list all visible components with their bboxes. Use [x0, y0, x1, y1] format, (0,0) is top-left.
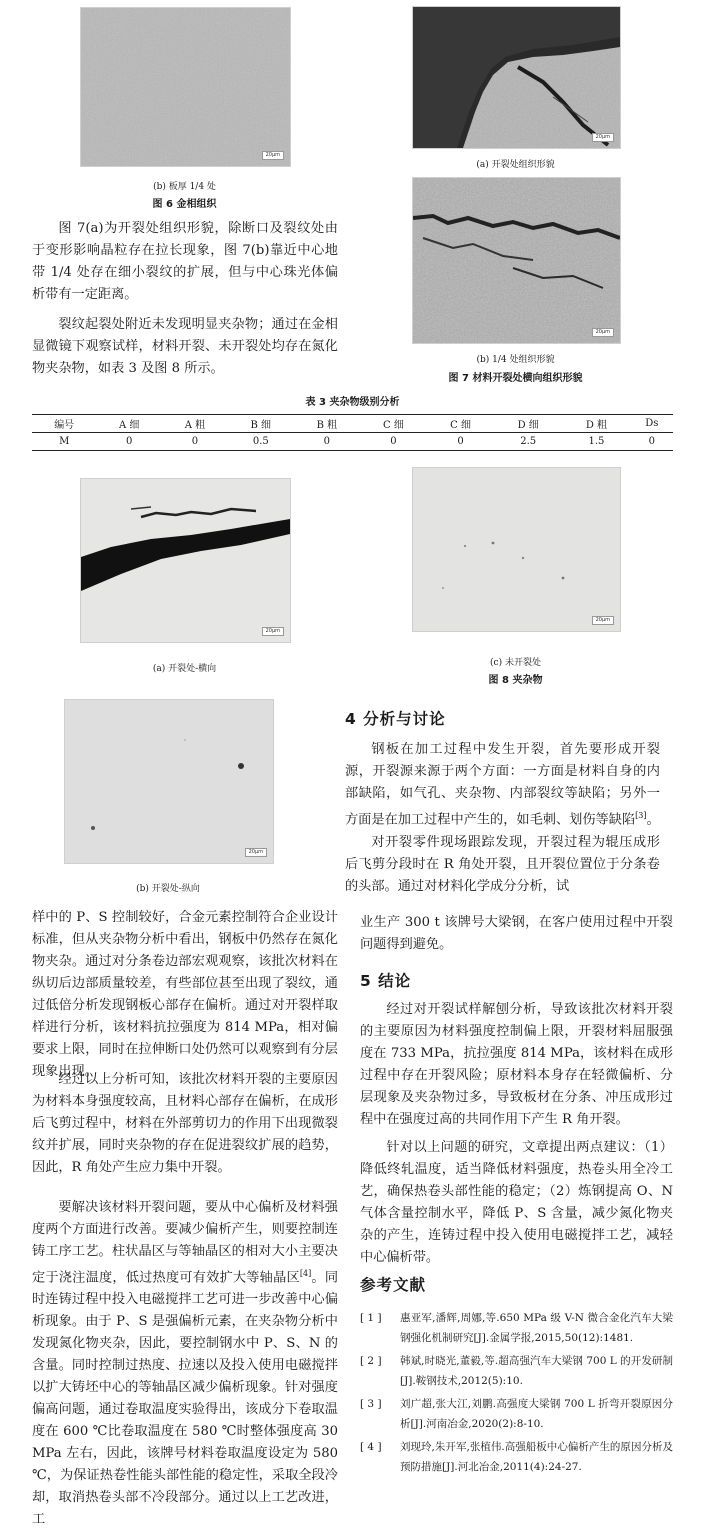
table-cell: 0: [390, 436, 397, 447]
paragraph-section4-field-tracking: 对开裂零件现场跟踪发现，开裂过程为辊压成形后飞剪分段时在 R 角处开裂，且开裂位置位于分条卷的头部。通过对材料化学成分分析，试: [345, 835, 660, 894]
paragraph-analysis-summary: 经过以上分析可知，该批次材料开裂的主要原因为材料本身强度较高，且材料心部存在偏析，在成形后飞剪过程中，材料在外部剪切力的作用下出现微裂纹并扩展，同时夹杂物的存在促进裂纹扩展的趋势，因此，R 角处产生应力集中开裂。: [32, 1072, 338, 1175]
table3-title: 表 3 夹杂物级别分析: [305, 397, 400, 408]
fig7b-micrograph: [412, 177, 621, 344]
fig8c-micrograph: [412, 467, 621, 632]
table-cell: 0: [323, 436, 331, 447]
reference-text: 刘现玲,朱开军,张植伟.高强船板中心偏析产生的原因分析及预防措施[J].河北冶金,2011(4):24-27.: [400, 1441, 673, 1473]
inclusion-table: [32, 414, 673, 451]
references-heading: 参考文献: [360, 1276, 427, 1294]
paragraph-recommendations: 针对以上问题的研究，文章提出两点建议：（1）降低终轧温度，适当降低材料强度，热卷头用全冷工艺，确保热卷头部性能的稳定；（2）炼钢提高 O、N 气体含量控制水平，降低 P、S 含量，减少氮化物夹杂的产生，连铸过程中投入使用电磁搅拌工艺，减轻中心偏析带。: [360, 1140, 673, 1265]
fig8b-micrograph: [64, 699, 274, 864]
fig7-subcaption-b: (b) 1/4 处组织形貌: [476, 355, 555, 365]
table-cell: 0: [126, 436, 133, 447]
reference-text: 刘广超,张大江,刘鹏.高强度大梁钢 700 L 折弯开裂原因分析[J].河南冶金,2020(2):8-10.: [400, 1398, 673, 1430]
reference-number: [ 3 ]: [360, 1398, 382, 1410]
table-header-cell: C 细: [450, 420, 471, 431]
table-cell: 0: [457, 436, 464, 447]
scale-bar: 20μm: [262, 151, 284, 160]
table-header-cell: B 粗: [316, 420, 338, 431]
reference-item: [360, 1394, 673, 1434]
fig8-caption: 图 8 夹杂物: [488, 675, 543, 686]
reference-number: [ 2 ]: [360, 1355, 382, 1367]
paragraph-section4-defects: [345, 739, 660, 831]
fig6-micrograph: [80, 7, 291, 167]
reference-number: [ 1 ]: [360, 1312, 382, 1324]
reference-item: [360, 1308, 673, 1348]
table-header-cell: 编号: [54, 420, 75, 431]
reference-text: 韩斌,时晓光,董毅,等.超高强汽车大梁钢 700 L 的开发研制[J].鞍钢技术,2012(5):10.: [400, 1355, 673, 1387]
table-row: [32, 433, 673, 451]
scale-bar: 20μm: [592, 133, 614, 142]
fig8a-micrograph: [80, 478, 291, 643]
fig7-subcaption-a: (a) 开裂处组织形貌: [476, 160, 555, 170]
table-header-cell: D 细: [517, 420, 539, 431]
table-cell: 0: [191, 436, 199, 447]
fig8-subcaption-a: (a) 开裂处-横向: [152, 664, 217, 674]
fig8-subcaption-b: (b) 开裂处-纵向: [136, 884, 200, 894]
table-header-cell: B 细: [250, 420, 272, 431]
fig7-caption: 图 7 材料开裂处横向组织形貌: [448, 373, 583, 384]
table-cell: 0.5: [252, 436, 269, 447]
scale-bar: 20μm: [245, 848, 267, 857]
paragraph-analysis-continued: 样中的 P、S 控制较好，合金元素控制符合企业设计标准，但从夹杂物分析中看出，钢板中仍然存在氮化物夹杂。通过对分条卷边部宏观观察，该批次材料在纵切后边部质量较差，有些部位甚至出现了裂纹，通过低倍分析发现钢板心部存在偏析。通过对开裂样取样进行分析，该材料抗拉强度为 814 MPa，相对偏要求上限，同时在拉伸断口处仍然可以观察到有分层现象出现。: [32, 910, 338, 1079]
table-cell: 2.5: [520, 436, 537, 447]
fig6-subcaption-b: (b) 板厚 1/4 处: [153, 182, 216, 192]
section4-heading: 4 分析与讨论: [345, 710, 446, 728]
reference-text: 惠亚军,潘辉,周娜,等.650 MPa 级 V-N 微合金化汽车大梁钢强化机制研究[J].金属学报,2015,50(12):1481.: [400, 1312, 673, 1344]
paragraph-text: 要解决该材料开裂问题，要从中心偏析及材料强度两个方面进行改善。要减少偏析产生，则要控制连铸工序工艺。柱状晶区与等轴晶区的相对大小主要决定于浇注温度，低过热度可有效扩大等轴晶区: [32, 1200, 338, 1286]
table-header-cell: Ds: [645, 418, 659, 429]
scale-bar: 20μm: [262, 627, 284, 636]
paragraph-solution: [32, 1197, 338, 1531]
fig7a-micrograph: [412, 6, 621, 149]
reference-item: [360, 1351, 673, 1391]
fig6-caption: 图 6 金相组织: [152, 199, 217, 210]
citation-4: [4]: [299, 1269, 312, 1278]
citation-3: [3]: [635, 811, 647, 820]
scale-bar: 20μm: [592, 328, 614, 337]
fig8-subcaption-c: (c) 未开裂处: [490, 658, 541, 668]
table-header-cell: C 细: [383, 420, 404, 431]
table-header-cell: A 粗: [184, 420, 206, 431]
reference-number: [ 4 ]: [360, 1441, 382, 1453]
table-header-cell: A 细: [119, 420, 140, 431]
paragraph-text-cont: 。同时连铸过程中投入电磁搅拌工艺可进一步改善中心偏析现象。由于 P、S 是强偏析元素，在夹杂物分析中发现氮化物夹杂，因此，要控制钢水中 P、S、N 的含量。同时控制过热度、拉速以及投入使用电磁搅拌以扩大铸坯中心的等轴晶区减少偏析现象。针对强度偏高问题，通过卷取温度实验得出，该成分下卷取温度在 600 ℃比卷取温度在 580 ℃时整体强度高 30 MPa 左右，因此，该牌号材料卷取温度设定为 580 ℃，为保证热卷性能头部性能的稳定性，采取全段冷却，取消热卷头部不冷段部分。通过以上工艺改进，工: [32, 1270, 339, 1528]
table-header-row: [32, 415, 673, 433]
section5-heading: 5 结论: [360, 972, 412, 990]
paragraph-inclusion-observation: 裂纹起裂处附近未发现明显夹杂物；通过在金相显微镜下观察试样，材料开裂、未开裂处均存在氮化物夹杂物，如表 3 及图 8 所示。: [32, 317, 338, 376]
paragraph-text-end: 。: [646, 812, 660, 828]
table-header-cell: D 粗: [585, 420, 608, 431]
paragraph-fig7-description: 图 7(a)为开裂处组织形貌，除断口及裂纹处由于变形影响晶粒存在拉长现象，图 7(b)靠近中心地带 1/4 处存在细小裂纹的扩展，但与中心珠光体偏析带有一定距离。: [32, 221, 338, 302]
table-cell: M: [59, 436, 70, 447]
paragraph-text: 钢板在加工过程中发生开裂，首先要形成开裂源，开裂源来源于两个方面：一方面是材料自身的内部缺陷，如气孔、夹杂物、内部裂纹等缺陷；另外一方面是在加工过程中产生的，如毛刺、划伤等缺陷: [345, 742, 660, 828]
table-cell: 1.5: [588, 436, 605, 447]
scale-bar: 20μm: [592, 616, 614, 625]
paragraph-conclusion: 经过对开裂试样解刨分析，导致该批次材料开裂的主要原因为材料强度控制偏上限，开裂材料屈服强度在 733 MPa，抗拉强度 814 MPa，该材料在成形过程中存在开裂风险；原材料本身存在轻微偏析、分层现象及夹杂物过多，导致板材在分条、冲压成形过程中在强度过高的共同作用下产生 R 角开裂。: [360, 1002, 673, 1127]
paragraph-production-result: 业生产 300 t 该牌号大梁钢，在客户使用过程中开裂问题得到避免。: [360, 915, 673, 952]
reference-item: [360, 1437, 673, 1477]
table-cell: 0: [648, 436, 655, 447]
